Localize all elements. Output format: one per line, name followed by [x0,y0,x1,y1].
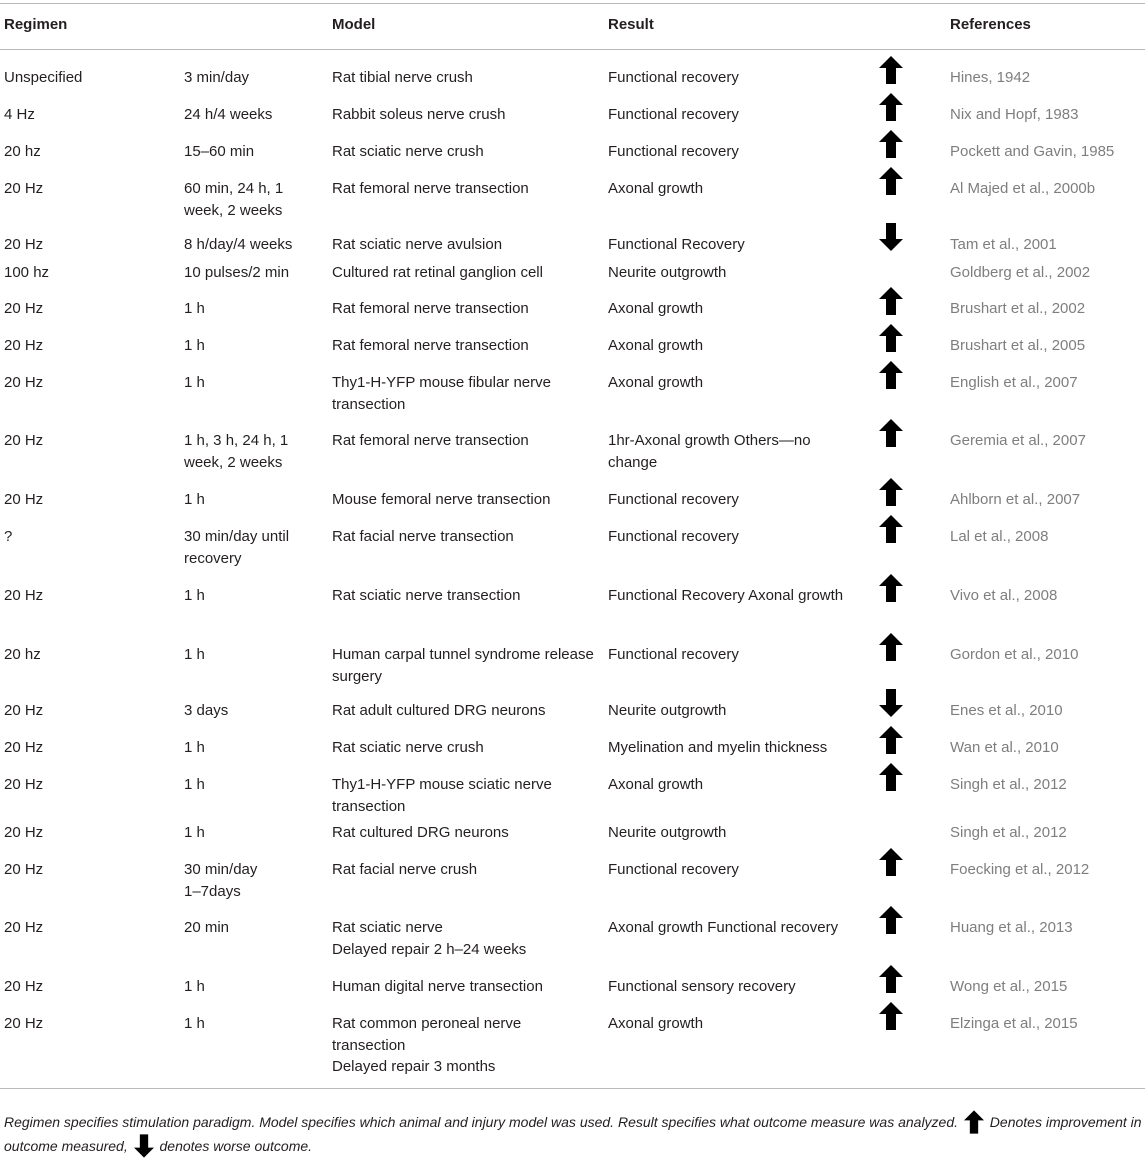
row-model: Rat sciatic nerve crush [332,143,484,160]
row-regimen: 20 Hz [4,491,44,508]
row-reference: Brushart et al., 2002 [950,300,1086,317]
row-reference: Wan et al., 2010 [950,739,1059,756]
row-reference: Elzinga et al., 2015 [950,1015,1078,1032]
row-result: Axonal growth [608,374,704,391]
header-result: Result [608,16,654,33]
bottom-rule [0,1088,1145,1089]
row-result: Neurite outgrowth [608,824,727,841]
row-reference: Al Majed et al., 2000b [950,180,1096,197]
up-arrow-icon [879,1002,903,1030]
row-duration: 30 min/day until recovery [184,528,290,567]
row-regimen: 20 Hz [4,861,44,878]
row-reference: Vivo et al., 2008 [950,587,1058,604]
header-regimen: Regimen [4,16,68,33]
header-model: Model [332,16,376,33]
row-regimen: 100 hz [4,264,50,281]
row-model: Thy1-H-YFP mouse sciatic nerve transection [332,776,552,815]
table-caption [4,1110,1142,1158]
row-regimen: 20 Hz [4,587,44,604]
row-reference: Wong et al., 2015 [950,978,1068,995]
row-regimen: 20 Hz [4,236,44,253]
row-model: Rat femoral nerve transection [332,180,529,197]
row-reference: Foecking et al., 2012 [950,861,1090,878]
row-model: Human digital nerve transection [332,978,543,995]
row-reference: Nix and Hopf, 1983 [950,106,1079,123]
up-arrow-icon [879,56,903,84]
row-regimen: 20 Hz [4,300,44,317]
row-result: Axonal growth [608,1015,704,1032]
row-duration: 24 h/4 weeks [184,106,273,123]
row-model: Rat adult cultured DRG neurons [332,702,546,719]
row-reference: Huang et al., 2013 [950,919,1073,936]
row-model: Human carpal tunnel syndrome release surgery [332,646,594,685]
up-arrow-icon [879,361,903,389]
row-duration: 1 h [184,824,205,841]
row-reference: Lal et al., 2008 [950,528,1049,545]
row-regimen: 20 hz [4,143,41,160]
caption-text-2: Denotes improvement in outcome measured, [4,1114,1142,1154]
row-model: Rat cultured DRG neurons [332,824,509,841]
row-model: Rat tibial nerve crush [332,69,473,86]
up-arrow-icon [879,130,903,158]
row-duration: 1 h [184,300,205,317]
row-regimen: Unspecified [4,69,83,86]
row-reference: Enes et al., 2010 [950,702,1063,719]
row-result: Neurite outgrowth [608,702,727,719]
row-result: Axonal growth [608,180,704,197]
row-duration: 30 min/day 1–7days [184,861,258,900]
row-duration: 60 min, 24 h, 1 week, 2 weeks [184,180,284,219]
row-reference: Hines, 1942 [950,69,1031,86]
down-arrow-icon [879,689,903,717]
row-regimen: 20 Hz [4,1015,44,1032]
up-arrow-icon [879,287,903,315]
row-regimen: 4 Hz [4,106,35,123]
row-reference: Pockett and Gavin, 1985 [950,143,1115,160]
header-references: References [950,16,1031,33]
row-reference: Tam et al., 2001 [950,236,1057,253]
table-header [0,0,1145,50]
up-arrow-icon [879,324,903,352]
row-duration: 1 h [184,374,205,391]
row-duration: 1 h [184,587,205,604]
row-result: Functional recovery [608,106,739,123]
row-regimen: 20 Hz [4,337,44,354]
row-result: Functional sensory recovery [608,978,796,995]
row-result: Axonal growth [608,300,704,317]
row-result: Axonal growth [608,337,704,354]
up-arrow-icon [964,1110,984,1134]
row-result: Functional Recovery Axonal growth [608,587,844,604]
caption-text-1: Regimen specifies stimulation paradigm. Model specifies which animal and injury model was used. Result specifies what outcome measure was analyzed. [4,1114,959,1130]
row-result: Functional recovery [608,528,739,545]
row-model: Rat femoral nerve transection [332,300,529,317]
row-duration: 1 h [184,337,205,354]
row-regimen: 20 Hz [4,180,44,197]
row-duration: 8 h/day/4 weeks [184,236,293,253]
down-arrow-icon [879,223,903,251]
up-arrow-icon [879,515,903,543]
row-regimen: 20 Hz [4,824,44,841]
row-duration: 15–60 min [184,143,255,160]
row-regimen: 20 Hz [4,776,44,793]
row-result: Functional Recovery [608,236,745,253]
row-result: 1hr-Axonal growth Others—no change [608,432,811,471]
row-model: Rat femoral nerve transection [332,432,529,449]
row-duration: 10 pulses/2 min [184,264,290,281]
up-arrow-icon [879,574,903,602]
row-duration: 1 h [184,978,205,995]
row-reference: Gordon et al., 2010 [950,646,1079,663]
row-result: Functional recovery [608,861,739,878]
row-duration: 20 min [184,919,230,936]
row-reference: English et al., 2007 [950,374,1078,391]
up-arrow-icon [879,965,903,993]
row-reference: Singh et al., 2012 [950,824,1067,841]
up-arrow-icon [879,167,903,195]
row-regimen: 20 Hz [4,374,44,391]
up-arrow-icon [879,848,903,876]
row-reference: Ahlborn et al., 2007 [950,491,1081,508]
row-result: Functional recovery [608,69,739,86]
row-result: Functional recovery [608,491,739,508]
header-rule [0,49,1145,50]
row-result: Functional recovery [608,143,739,160]
up-arrow-icon [879,726,903,754]
row-reference: Goldberg et al., 2002 [950,264,1091,281]
up-arrow-icon [879,419,903,447]
row-result: Axonal growth [608,776,704,793]
up-arrow-icon [879,906,903,934]
row-reference: Singh et al., 2012 [950,776,1067,793]
row-duration: 1 h [184,1015,205,1032]
up-arrow-icon [879,93,903,121]
row-result: Functional recovery [608,646,739,663]
row-duration: 1 h [184,739,205,756]
row-model: Rat facial nerve crush [332,861,478,878]
row-duration: 1 h [184,491,205,508]
row-model: Cultured rat retinal ganglion cell [332,264,543,281]
row-duration: 1 h, 3 h, 24 h, 1 week, 2 weeks [184,432,289,471]
row-duration: 1 h [184,646,205,663]
row-reference: Brushart et al., 2005 [950,337,1086,354]
row-result: Neurite outgrowth [608,264,727,281]
row-model: Rabbit soleus nerve crush [332,106,506,123]
row-model: Rat sciatic nerve crush [332,739,484,756]
row-result: Axonal growth Functional recovery [608,919,839,936]
row-regimen: 20 Hz [4,702,44,719]
row-regimen: 20 Hz [4,739,44,756]
up-arrow-icon [879,763,903,791]
row-model: Rat sciatic nerve Delayed repair 2 h–24 weeks [332,919,527,958]
row-model: Rat sciatic nerve avulsion [332,236,503,253]
row-duration: 3 days [184,702,229,719]
row-regimen: 20 Hz [4,978,44,995]
row-regimen: 20 Hz [4,432,44,449]
row-result: Myelination and myelin thickness [608,739,828,756]
caption-text-3: denotes worse outcome. [159,1138,313,1154]
row-reference: Geremia et al., 2007 [950,432,1086,449]
row-duration: 3 min/day [184,69,250,86]
row-model: Mouse femoral nerve transection [332,491,551,508]
up-arrow-icon [879,633,903,661]
up-arrow-icon [879,478,903,506]
down-arrow-icon [134,1134,154,1158]
row-duration: 1 h [184,776,205,793]
row-regimen: ? [4,528,13,545]
row-regimen: 20 hz [4,646,41,663]
row-model: Rat sciatic nerve transection [332,587,521,604]
row-regimen: 20 Hz [4,919,44,936]
row-model: Rat common peroneal nerve transection Delayed repair 3 months [332,1015,522,1075]
row-model: Thy1-H-YFP mouse fibular nerve transection [332,374,551,413]
row-model: Rat femoral nerve transection [332,337,529,354]
row-model: Rat facial nerve transection [332,528,514,545]
